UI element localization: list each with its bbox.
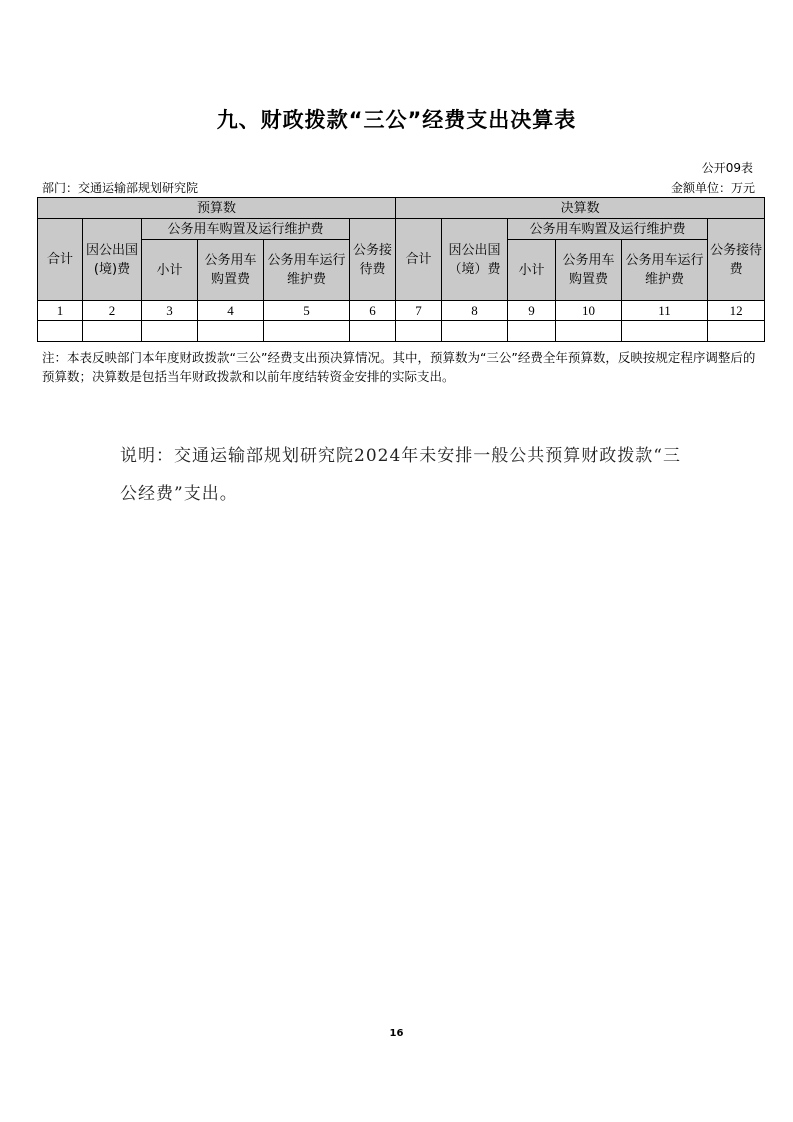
final-vehicle-purchase-header: 公务用车购置费 xyxy=(556,240,622,301)
three-public-expenses-table xyxy=(37,197,765,342)
amount-unit-label: 金额单位：万元 xyxy=(670,181,755,195)
data-cell xyxy=(508,321,556,342)
department-label: 部门：交通运输部规划研究院 xyxy=(42,181,199,195)
budget-vehicle-purchase-header: 公务用车购置费 xyxy=(198,240,264,301)
data-cell xyxy=(142,321,198,342)
final-vehicle-operation-header: 公务用车运行维护费 xyxy=(622,240,708,301)
data-cell xyxy=(556,321,622,342)
data-cell xyxy=(442,321,508,342)
form-number: 公开09表 xyxy=(701,161,753,175)
budget-reception-header: 公务接待费 xyxy=(350,219,396,301)
final-group-header: 决算数 xyxy=(396,198,765,219)
budget-vehicle-operation-header: 公务用车运行维护费 xyxy=(264,240,350,301)
data-cell xyxy=(198,321,264,342)
budget-subtotal-header: 小计 xyxy=(142,240,198,301)
data-cell xyxy=(708,321,765,342)
data-row xyxy=(38,321,765,342)
index-cell: 2 xyxy=(83,301,142,321)
page-number: 16 xyxy=(389,1028,404,1039)
table-note: 注：本表反映部门本年度财政拨款“三公”经费支出预决算情况。其中，预算数为“三公”经费全年预算数，反映按规定程序调整后的预算数；决算数是包括当年财政拨款和以前年度结转资金安排的实际支出。 xyxy=(42,350,756,384)
index-cell: 12 xyxy=(708,301,765,321)
explanation-paragraph: 说明：交通运输部规划研究院2024年未安排一般公共预算财政拨款“三公经费”支出。 xyxy=(120,446,681,504)
index-cell: 8 xyxy=(442,301,508,321)
index-cell: 1 xyxy=(38,301,83,321)
budget-group-header: 预算数 xyxy=(38,198,396,219)
index-cell: 11 xyxy=(622,301,708,321)
final-abroad-header: 因公出国（境）费 xyxy=(442,219,508,301)
data-cell xyxy=(264,321,350,342)
index-cell: 10 xyxy=(556,301,622,321)
data-cell xyxy=(83,321,142,342)
data-cell xyxy=(38,321,83,342)
data-cell xyxy=(350,321,396,342)
final-reception-header: 公务接待费 xyxy=(708,219,765,301)
index-cell: 4 xyxy=(198,301,264,321)
final-vehicle-group-header: 公务用车购置及运行维护费 xyxy=(508,219,708,240)
index-cell: 7 xyxy=(396,301,442,321)
index-cell: 9 xyxy=(508,301,556,321)
data-cell xyxy=(396,321,442,342)
budget-abroad-header: 因公出国(境)费 xyxy=(83,219,142,301)
budget-total-header: 合计 xyxy=(38,219,83,301)
final-subtotal-header: 小计 xyxy=(508,240,556,301)
index-row xyxy=(38,301,765,321)
index-cell: 5 xyxy=(264,301,350,321)
index-cell: 6 xyxy=(350,301,396,321)
page-title: 九、财政拨款“三公”经费支出决算表 xyxy=(216,108,577,132)
final-total-header: 合计 xyxy=(396,219,442,301)
index-cell: 3 xyxy=(142,301,198,321)
data-cell xyxy=(622,321,708,342)
budget-vehicle-group-header: 公务用车购置及运行维护费 xyxy=(142,219,350,240)
